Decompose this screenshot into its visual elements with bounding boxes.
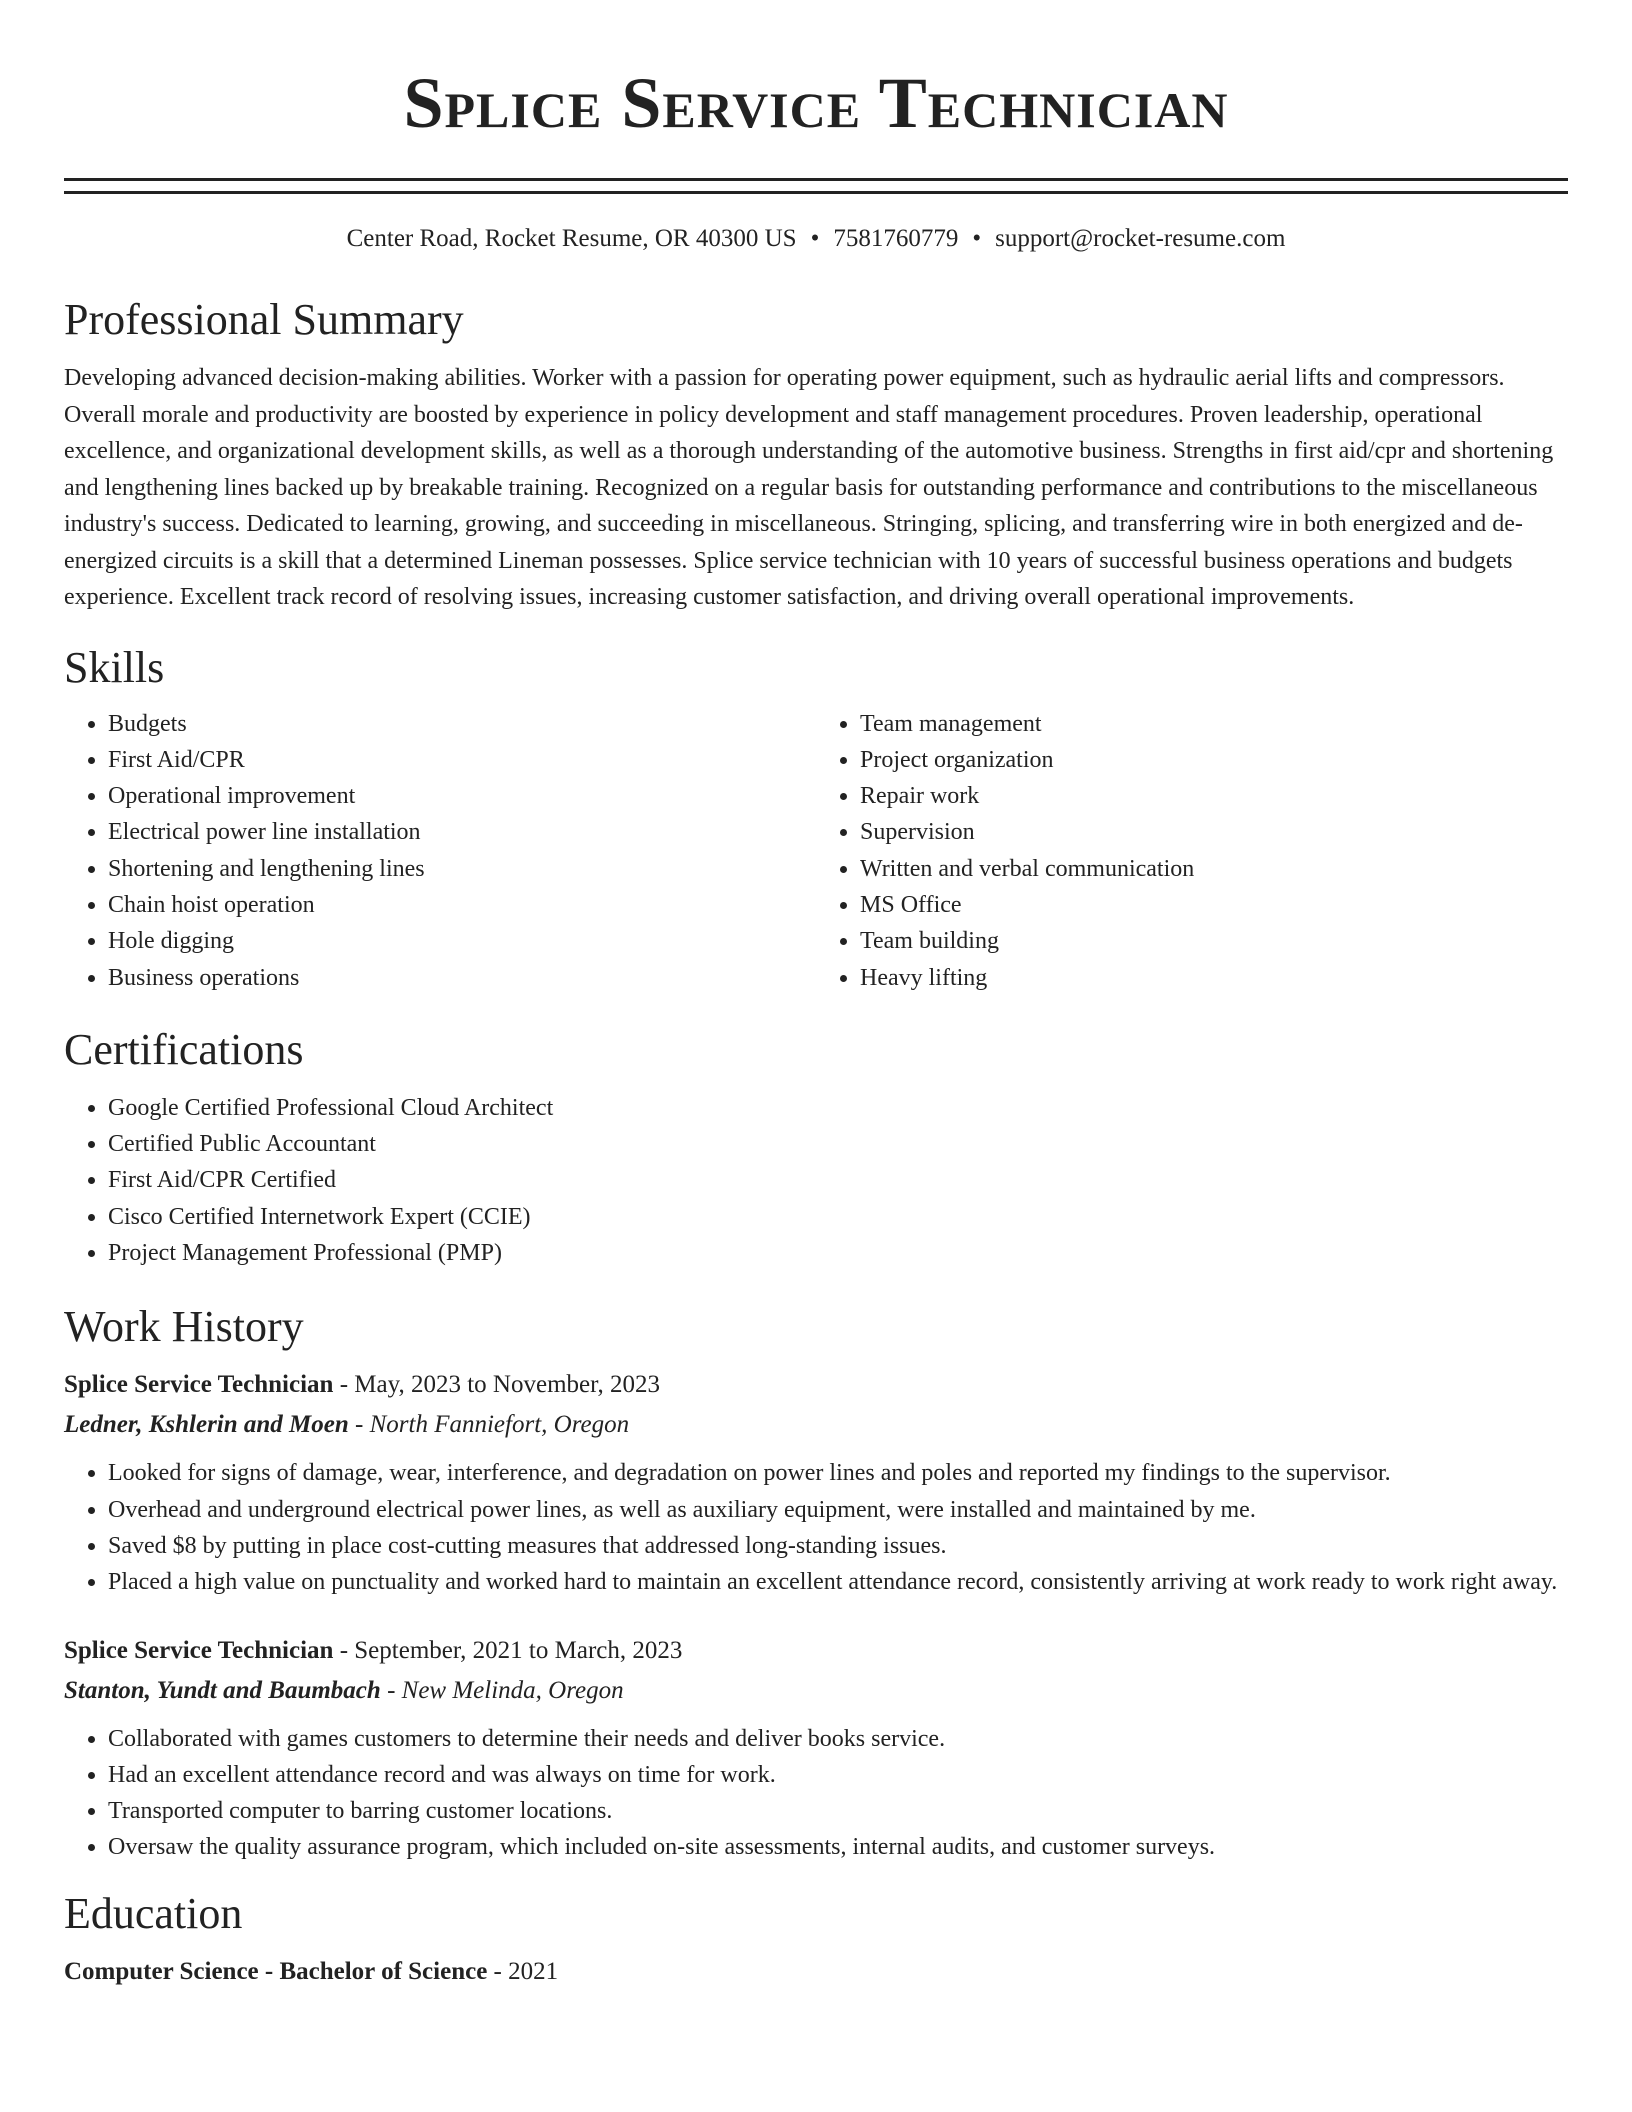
education-degree: Computer Science - Bachelor of Science	[64, 1957, 488, 1985]
job-header	[64, 1631, 1568, 1671]
job-bullet: • Collaborated with games customers to determine their needs and deliver books service.	[108, 1721, 1568, 1757]
certification-item: • Google Certified Professional Cloud Architect	[108, 1090, 1568, 1126]
resume-name: Splice Service Technician	[403, 63, 1229, 143]
job-company: Stanton, Yundt and Baumbach	[64, 1676, 381, 1704]
contact-address: Center Road, Rocket Resume, OR 40300 US	[346, 225, 797, 252]
skills-list-right	[816, 706, 1568, 996]
certification-item: • First Aid/CPR Certified	[108, 1162, 1568, 1198]
job-bullet: • Transported computer to barring customer locations.	[108, 1793, 1568, 1829]
job-location: - North Fanniefort, Oregon	[348, 1411, 630, 1439]
job-title: Splice Service Technician	[64, 1636, 334, 1664]
work-history-heading: Work History	[64, 1302, 304, 1352]
summary-text: Developing advanced decision-making abilities. Worker with a passion for operating power equipment, such as hydraulic aerial lifts and compressors. Overall morale and productivity are boosted by experience in policy development and staff management procedures. Proven leadership, operational excellence, and organizational development skills, as well as a thorough understanding of the automotive business. Strengths in first aid/cpr and shortening and lengthening lines backed up by breakable training. Recognized on a regular basis for outstanding performance and contributions to the miscellaneous industry's success. Dedicated to learning, growing, and succeeding in miscellaneous. Stringing, splicing, and transferring wire in both energized and de-energized circuits is a skill that a determined Lineman possesses. Splice service technician with 10 years of successful business operations and budgets experience. Excellent track record of resolving issues, increasing customer satisfaction, and driving overall operational improvements.	[64, 365, 1554, 610]
job-location: - New Melinda, Oregon	[380, 1676, 624, 1704]
education-year: - 2021	[487, 1957, 559, 1985]
skill-item: • Repair work	[860, 778, 1568, 814]
certification-item: • Certified Public Accountant	[108, 1126, 1568, 1162]
skill-item: • MS Office	[860, 887, 1568, 923]
skill-item: • Chain hoist operation	[108, 887, 816, 923]
job-company-line	[64, 1405, 1568, 1445]
contact-email: support@rocket-resume.com	[995, 225, 1286, 252]
skill-item: • Supervision	[860, 814, 1568, 850]
job-bullets	[64, 1721, 1568, 1866]
job-bullet: • Overhead and underground electrical power lines, as well as auxiliary equipment, were installed and maintained by me.	[108, 1492, 1568, 1528]
skill-item: • Shortening and lengthening lines	[108, 851, 816, 887]
skill-item: • Project organization	[860, 742, 1568, 778]
job-bullet: • Saved $8 by putting in place cost-cutting measures that addressed long-standing issues.	[108, 1528, 1568, 1564]
skill-item: • First Aid/CPR	[108, 742, 816, 778]
certification-item: • Cisco Certified Internetwork Expert (CCIE)	[108, 1199, 1568, 1235]
skill-item: • Operational improvement	[108, 778, 816, 814]
contact-line	[64, 222, 1568, 256]
summary-heading: Professional Summary	[64, 295, 464, 344]
job-dates: - September, 2021 to March, 2023	[333, 1636, 683, 1664]
contact-separator: •	[972, 225, 982, 252]
job-company-line	[64, 1671, 1568, 1711]
contact-phone: 7581760779	[833, 225, 959, 252]
skill-item: • Electrical power line installation	[108, 814, 816, 850]
skill-item: • Hole digging	[108, 923, 816, 959]
job-bullet: • Looked for signs of damage, wear, interference, and degradation on power lines and poles and reported my findings to the supervisor.	[108, 1455, 1568, 1491]
certifications-heading: Certifications	[64, 1024, 304, 1074]
contact-separator: •	[810, 225, 820, 252]
education-entry	[64, 1952, 1568, 1992]
job-dates: - May, 2023 to November, 2023	[333, 1371, 660, 1399]
skill-item: • Team building	[860, 923, 1568, 959]
skill-item: • Written and verbal communication	[860, 851, 1568, 887]
header-divider	[64, 178, 1568, 194]
skill-item: • Team management	[860, 706, 1568, 742]
skill-item: • Business operations	[108, 960, 816, 996]
skills-columns	[64, 706, 1568, 996]
skill-item: • Budgets	[108, 706, 816, 742]
job-header	[64, 1365, 1568, 1405]
certifications-list	[64, 1090, 1568, 1271]
job-bullets	[64, 1455, 1568, 1600]
job-title: Splice Service Technician	[64, 1371, 334, 1399]
education-heading: Education	[64, 1888, 243, 1938]
certification-item: • Project Management Professional (PMP)	[108, 1235, 1568, 1271]
job-bullet: • Placed a high value on punctuality and worked hard to maintain an excellent attendance record, consistently arriving at work ready to work right away.	[108, 1564, 1568, 1600]
skills-list-left	[64, 706, 816, 996]
job-bullet: • Oversaw the quality assurance program, which included on-site assessments, internal audits, and customer surveys.	[108, 1829, 1568, 1865]
skill-item: • Heavy lifting	[860, 960, 1568, 996]
job-bullet: • Had an excellent attendance record and was always on time for work.	[108, 1757, 1568, 1793]
job-company: Ledner, Kshlerin and Moen	[64, 1411, 349, 1439]
skills-heading: Skills	[64, 642, 165, 692]
